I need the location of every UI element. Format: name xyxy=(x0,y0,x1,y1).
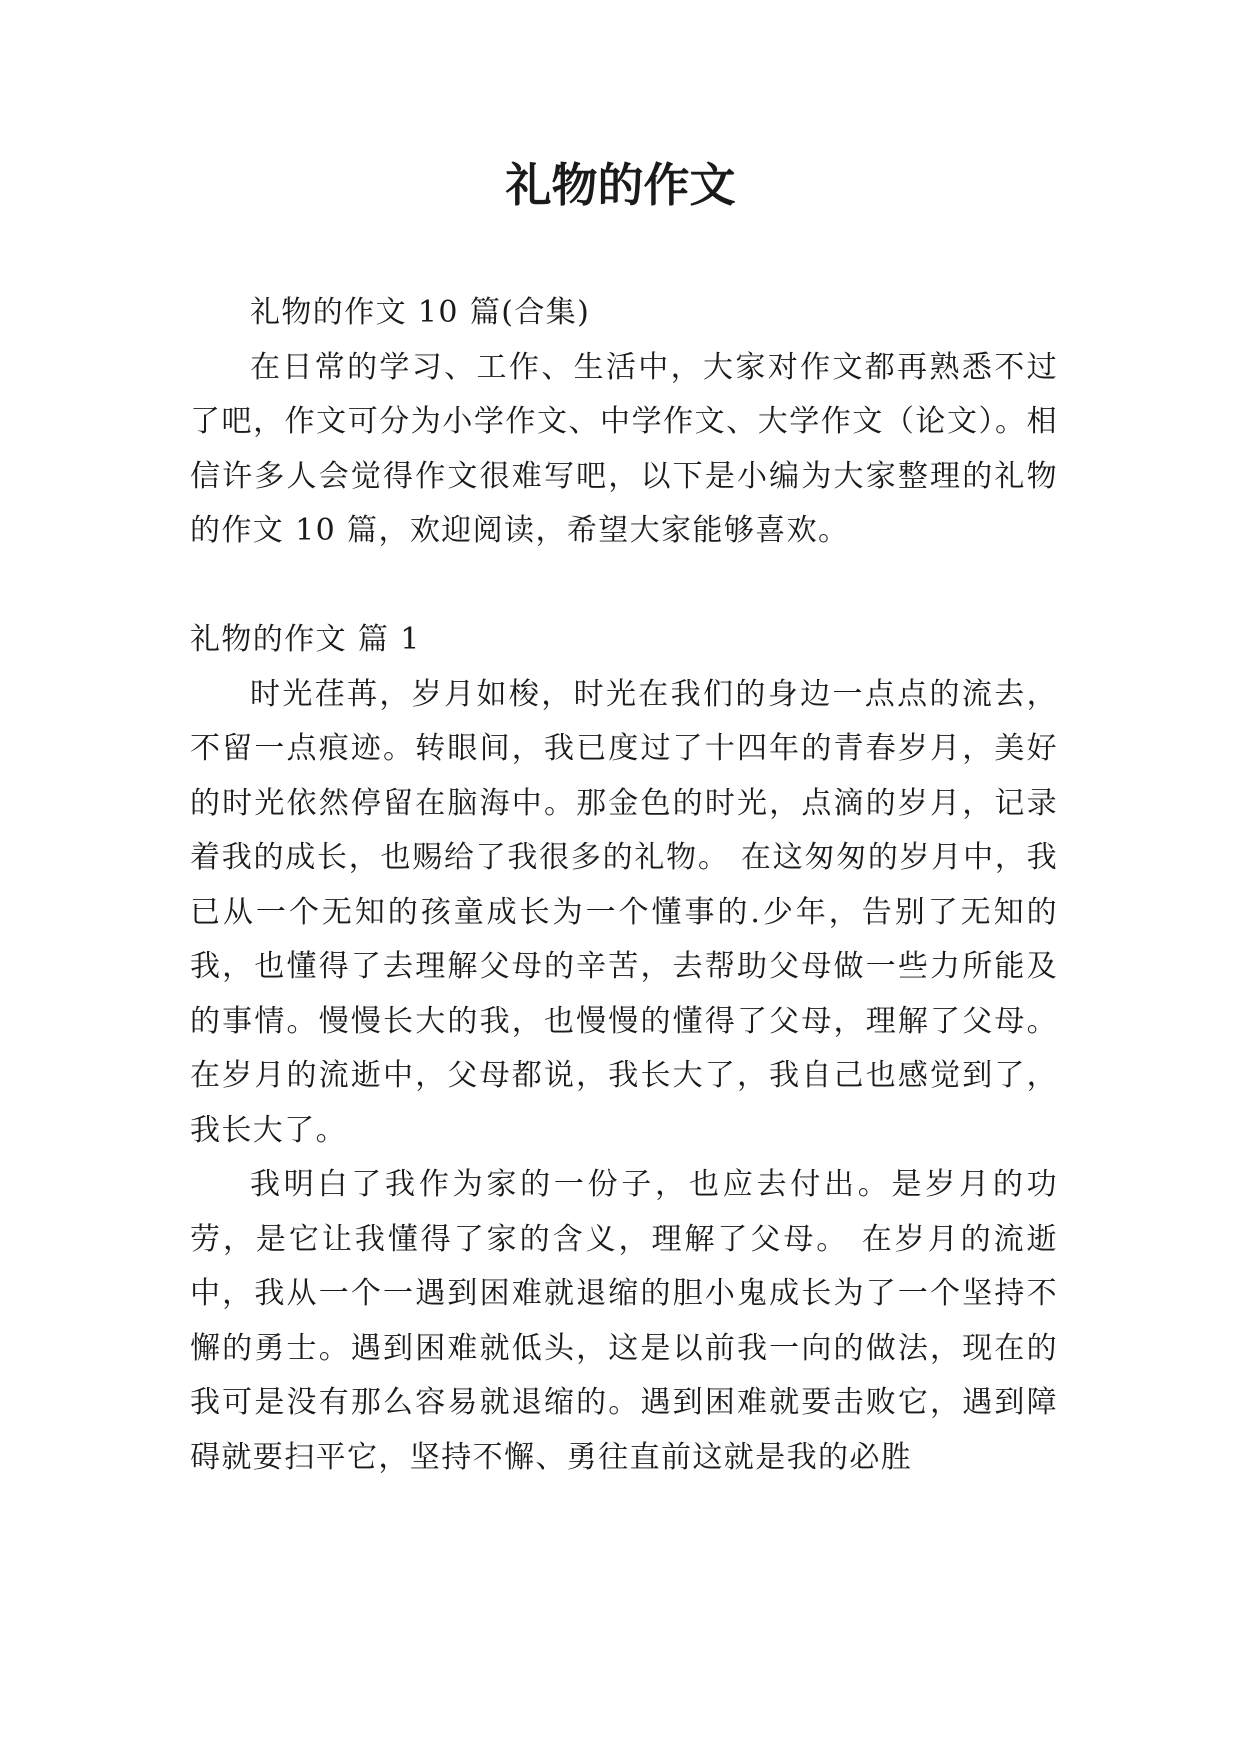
document-title: 礼物的作文 xyxy=(505,158,736,212)
body-paragraph-1: 时光荏苒，岁月如梭，时光在我们的身边一点点的流去，不留一点痕迹。转眼间，我已度过了十四年的青春岁月，美好的时光依然停留在脑海中。那金色的时光，点滴的岁月，记录着我的成长，也赐给了我很多的礼物。 在这匆匆的岁月中，我已从一个无知的孩童成长为一个懂事的.少年，告别了无知的我，也懂得了去理解父母的辛苦，去帮助父母做一些力所能及的事情。慢慢长大的我，也慢慢的懂得了父母，理解了父母。在岁月的流逝中，父母都说，我长大了，我自己也感觉到了，我长大了。 xyxy=(190,676,1058,1148)
document-subtitle: 礼物的作文 10 篇(合集) xyxy=(250,295,591,330)
intro-paragraph: 在日常的学习、工作、生活中，大家对作文都再熟悉不过了吧，作文可分为小学作文、中学作文、大学作文（论文）。相信许多人会觉得作文很难写吧，以下是小编为大家整理的礼物的作文 10 篇，欢迎阅读，希望大家能够喜欢。 xyxy=(190,349,1058,548)
document-body xyxy=(190,286,1058,1485)
section-heading: 礼物的作文 篇 1 xyxy=(190,622,421,657)
body-paragraph-2: 我明白了我作为家的一份子，也应去付出。是岁月的功劳，是它让我懂得了家的含义，理解了父母。 在岁月的流逝中，我从一个一遇到困难就退缩的胆小鬼成长为了一个坚持不懈的勇士。遇到困难就低头，这是以前我一向的做法，现在的我可是没有那么容易就退缩的。遇到困难就要击败它，遇到障碍就要扫平它，坚持不懈、勇往直前这就是我的必胜 xyxy=(190,1167,1058,1475)
